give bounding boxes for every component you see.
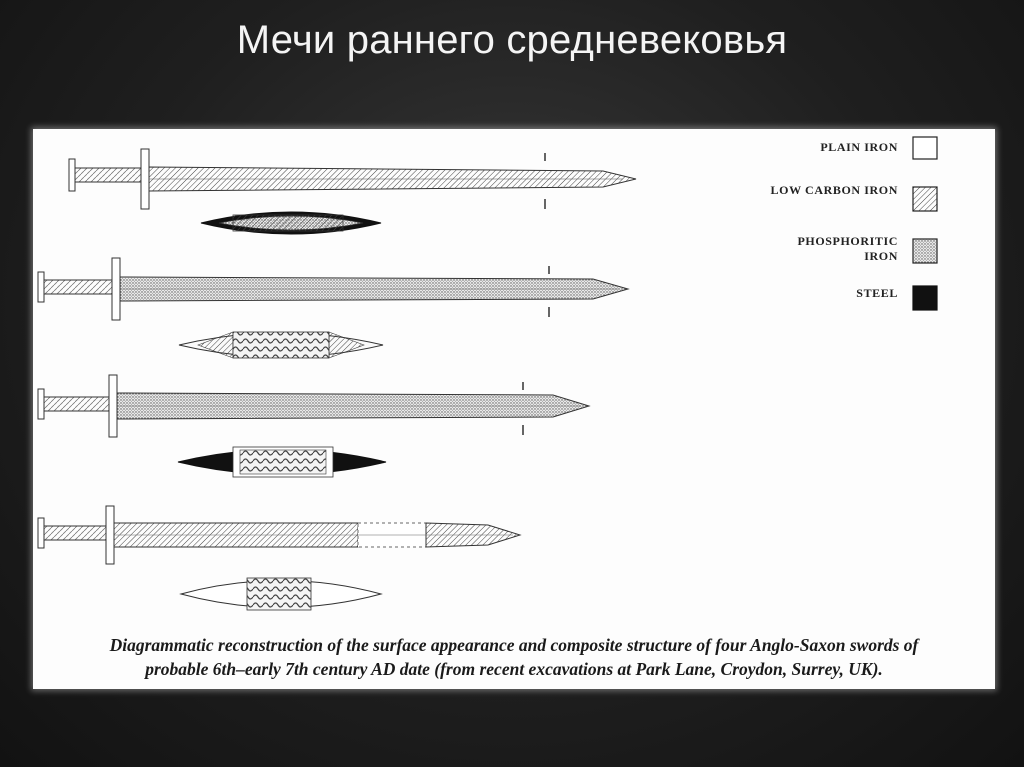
figure-caption-line2: probable 6th–early 7th century AD date (from recent excavations at Park Lane, Croydon, Surrey, UK).: [145, 659, 883, 679]
sword-1: [69, 149, 636, 234]
sword-2-pommel: [38, 272, 44, 302]
figure-caption: [33, 633, 995, 681]
sword-1-tang: [75, 168, 141, 182]
sword-4-tang: [44, 526, 106, 540]
slide-title: Мечи раннего средневековья: [236, 18, 788, 62]
sword-4-pommel: [38, 518, 44, 548]
sword-diagram-svg: [33, 129, 995, 689]
legend-swatch-phosphoritic-iron: [913, 239, 937, 263]
legend-label-steel: STEEL: [856, 286, 898, 300]
sword-1-pommel: [69, 159, 75, 191]
sword-3: [38, 375, 589, 477]
legend-swatch-steel: [913, 286, 937, 310]
sword-2-cross-section: [179, 332, 383, 358]
legend: [913, 137, 937, 310]
legend-label-phosphoritic-line1: PHOSPHORITIC: [797, 234, 898, 248]
legend-swatch-plain-iron: [913, 137, 937, 159]
sword-4: [38, 506, 520, 610]
sword-1-guard: [141, 149, 149, 209]
sword-3-pommel: [38, 389, 44, 419]
legend-label-phosphoritic-iron: [797, 234, 898, 264]
sword-diagram-figure: [33, 129, 995, 689]
sword-1-cross-section: [201, 212, 381, 234]
sword-2: [38, 258, 628, 358]
legend-label-plain-iron: PLAIN IRON: [820, 140, 898, 154]
sword-3-guard: [109, 375, 117, 437]
sword-2-tang: [44, 280, 112, 294]
sword-3-cross-section: [178, 447, 386, 477]
sword-4-cross-section: [181, 578, 381, 610]
legend-label-low-carbon-iron: LOW CARBON IRON: [770, 183, 898, 197]
sword-4-guard: [106, 506, 114, 564]
sword-3-tang: [44, 397, 109, 411]
figure-caption-line1: Diagrammatic reconstruction of the surface appearance and composite structure of four Anglo-Saxon swords of: [109, 635, 919, 655]
legend-swatch-low-carbon-iron: [913, 187, 937, 211]
legend-label-phosphoritic-line2: IRON: [864, 249, 898, 263]
sword-2-guard: [112, 258, 120, 320]
